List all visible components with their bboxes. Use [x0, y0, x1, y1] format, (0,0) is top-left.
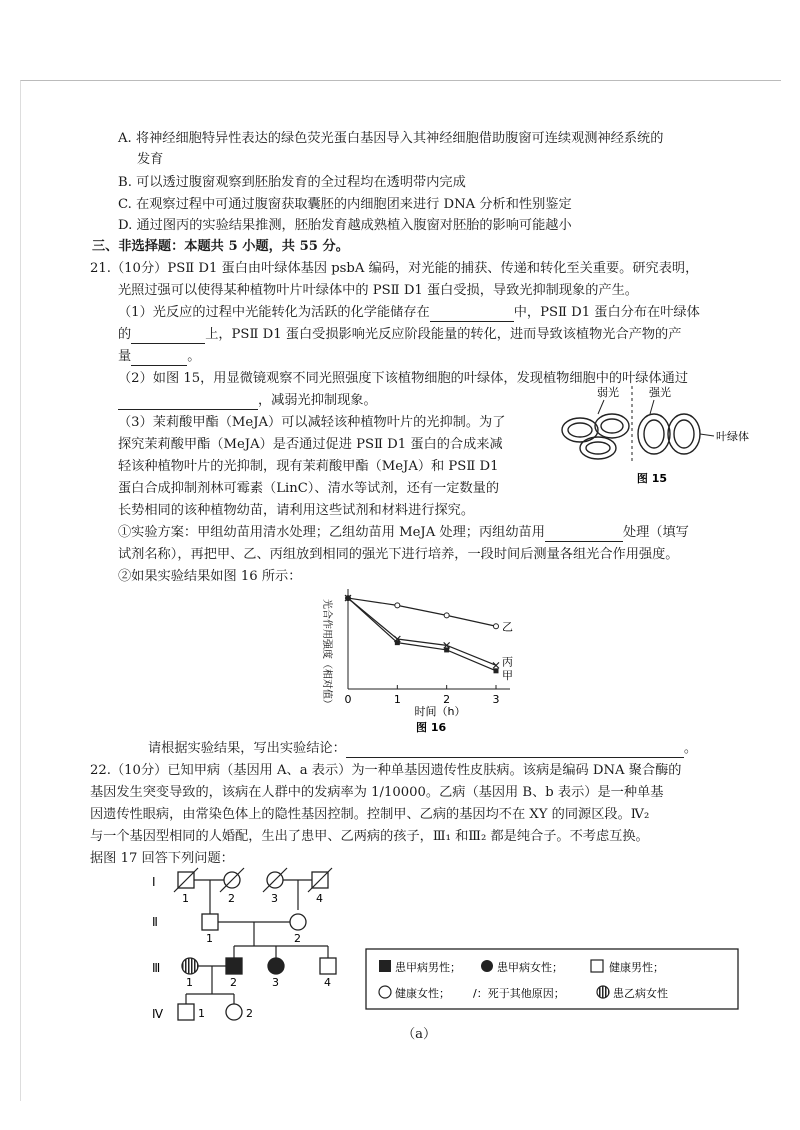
III3-num: 3: [272, 976, 279, 989]
option-d: D. 通过图丙的实验结果推测，胚胎发育越成熟植入腹窗对胚胎的影响可能越小: [118, 218, 572, 233]
data-point: [346, 596, 351, 601]
q21-part3-line5: 长势相同的该种植物幼苗，请利用这些试剂和材料进行探究。: [118, 503, 475, 518]
text: 的: [118, 327, 132, 342]
option-b: B. 可以透过腹窗观察到胚胎发育的全过程均在透明带内完成: [118, 175, 466, 190]
data-point: [494, 624, 499, 629]
weak-light-chloroplasts: [562, 414, 629, 459]
series-line-2: [348, 598, 496, 671]
text: 。: [187, 349, 201, 364]
data-point: [493, 662, 499, 668]
q22-line3: 因遗传性眼病，由常染色体上的隐性基因控制。控制甲、乙病的基因均不在 XY 的同源区段。Ⅳ₂: [90, 807, 650, 822]
II2-female: [290, 914, 306, 930]
I3-num: 3: [271, 892, 278, 905]
legend-dead: /：死于其他原因；: [473, 987, 565, 1000]
data-point: [494, 668, 499, 673]
answer-blank-4[interactable]: [118, 395, 258, 410]
III1-num: 1: [186, 976, 193, 989]
series-label: 乙: [502, 620, 513, 634]
q21-step1-line1: [118, 524, 689, 542]
q21-part1-line1: [118, 304, 700, 322]
strong-light-chloroplasts: [638, 414, 700, 454]
arrow-strong: [650, 400, 654, 414]
III2-male-disease-a: [226, 958, 242, 974]
x-tick-label: 3: [492, 693, 500, 706]
text: 处理（填写: [622, 525, 689, 540]
q21-conclusion: [148, 740, 697, 758]
answer-blank-5[interactable]: [545, 527, 623, 542]
text: ①实验方案：甲组幼苗用清水处理；乙组幼苗用 MeJA 处理；丙组幼苗用: [118, 525, 545, 540]
I2-num: 2: [228, 892, 235, 905]
pedigree-caption: （a）: [402, 1027, 437, 1042]
legend-a-male-swatch: [379, 960, 391, 972]
chloroplast-label: 叶绿体: [716, 430, 749, 443]
text: 中，PSⅡ D1 蛋白分布在叶绿体: [513, 305, 700, 320]
III2-num: 2: [230, 976, 237, 989]
option-a: A. 将神经细胞特异性表达的绿色荧光蛋白基因导入其神经细胞借助腹窗可连续观测神经系统的: [118, 131, 664, 146]
III4-male: [320, 958, 336, 974]
q21-step1-line2: 试剂名称），再把甲、乙、丙组放到相同的强光下进行培养，一段时间后测量各组光合作用强度。: [118, 547, 679, 562]
strong-light-label: 强光: [649, 386, 671, 399]
answer-blank-1[interactable]: [430, 307, 514, 322]
q22-line2: 基因发生突变导致的，该病在人群中的发病率为 1/10000。乙病（基因用 B、b 表示）是一种单基: [90, 785, 664, 800]
figure-16-chart: [300, 585, 540, 735]
text: 上，PSⅡ D1 蛋白受损影响光反应阶段能量的转化，进而导致该植物光合产物的产: [205, 327, 682, 342]
x-tick-label: 2: [443, 693, 451, 706]
IV1-num: 1: [198, 1007, 205, 1020]
arrow-weak: [598, 400, 604, 414]
II1-male: [202, 914, 218, 930]
x-tick-label: 1: [393, 693, 401, 706]
gen-2-label: Ⅱ: [152, 915, 158, 929]
I1-num: 1: [182, 892, 189, 905]
III4-num: 4: [324, 976, 331, 989]
legend-healthy-male: 健康男性；: [609, 961, 664, 974]
y-axis-label-line1: 光合作用强度（相对值）: [321, 599, 332, 709]
series-line-1: [348, 598, 496, 665]
q21-part3-line2: 探究茉莉酸甲酯（MeJA）是否通过促进 PSⅡ D1 蛋白的合成来减: [118, 437, 503, 452]
series-line-0: [348, 598, 496, 626]
legend-healthy-female-swatch: [379, 986, 391, 998]
q22-line4: 与一个基因型相同的人婚配，生出了患甲、乙两病的孩子，Ⅲ₁ 和Ⅲ₂ 都是纯合子。不考虑互换。: [90, 829, 649, 844]
q21-step2: ②如果实验结果如图 16 所示：: [118, 569, 302, 584]
q21-line2: 光照过强可以使得某种植物叶片叶绿体中的 PSⅡ D1 蛋白受损，导致光抑制现象的产生。: [118, 283, 638, 298]
q21-line1: 21.（10分）PSⅡ D1 蛋白由叶绿体基因 psbA 编码，对光能的捕获、传递和转化至关重要。研究表明，: [90, 261, 699, 276]
data-point: [395, 640, 400, 645]
text: ，减弱光抑制现象。: [258, 393, 377, 408]
data-point: [444, 613, 449, 618]
IV2-num: 2: [246, 1007, 253, 1020]
q21-part2-line2: [118, 392, 377, 410]
II2-num: 2: [294, 932, 301, 945]
pedigree-chart: [140, 862, 380, 1028]
q21-part3-line1: （3）茉莉酸甲酯（MeJA）可以减轻该种植物叶片的光抑制。为了: [118, 415, 506, 430]
option-a-cont: 发育: [137, 152, 164, 167]
q21-part3-line4: 蛋白合成抑制剂林可霉素（LinC）、清水等试剂，还有一定数量的: [118, 481, 500, 496]
text: （1）光反应的过程中光能转化为活跃的化学能储存在: [118, 305, 430, 320]
q22-line1: 22.（10分）已知甲病（基因用 A、a 表示）为一种单基因遗传性皮肤病。该病是编码 DNA 聚合酶的: [90, 763, 682, 778]
legend-a-female: 患甲病女性；: [497, 961, 563, 974]
legend-healthy-male-swatch: [591, 960, 603, 972]
data-point: [395, 603, 400, 608]
legend-a-female-swatch: [481, 960, 493, 972]
figure-15: [558, 382, 758, 488]
weak-light-label: 弱光: [597, 386, 619, 399]
x-tick-label: 0: [344, 693, 352, 706]
answer-blank-3[interactable]: [131, 351, 187, 366]
legend-healthy-female: 健康女性；: [395, 987, 450, 1000]
answer-blank-2[interactable]: [131, 329, 205, 344]
gen-3-label: Ⅲ: [152, 961, 161, 975]
chart-title: 图 16: [416, 721, 447, 734]
IV2-female: [226, 1004, 242, 1020]
text: 。: [683, 741, 697, 756]
x-axis-label: 时间（h）: [414, 705, 466, 718]
q21-part2-line1: （2）如图 15，用显微镜观察不同光照强度下该植物细胞的叶绿体，发现植物细胞中的叶绿体通过: [118, 371, 689, 386]
series-label: 甲: [502, 668, 513, 682]
chloroplast-pointer: [700, 434, 714, 436]
legend-a-male: 患甲病男性；: [395, 961, 461, 974]
series-label: 丙: [502, 655, 513, 669]
legend-frame: [366, 949, 738, 1009]
II1-num: 1: [206, 932, 213, 945]
q21-part3-line3: 轻该种植物叶片的光抑制，现有茉莉酸甲酯（MeJA）和 PSⅡ D1: [118, 459, 499, 474]
figure-15-caption: 图 15: [636, 472, 668, 485]
I4-num: 4: [316, 892, 323, 905]
q21-part1-line3: [118, 348, 200, 366]
text: 请根据实验结果，写出实验结论：: [148, 741, 346, 756]
q21-part1-line2: [118, 326, 681, 344]
answer-blank-6[interactable]: [346, 743, 684, 758]
gen-1-label: Ⅰ: [152, 875, 156, 889]
III3-female-disease-a: [268, 958, 284, 974]
section-title: 三、非选择题：本题共 5 小题，共 55 分。: [92, 239, 349, 254]
data-point: [444, 647, 449, 652]
gen-4-label: Ⅳ: [152, 1007, 164, 1021]
III1-female-disease-b: [182, 958, 198, 974]
IV1-male: [178, 1004, 194, 1020]
legend-b-female-swatch: [597, 986, 609, 998]
legend-b-female: 患乙病女性: [613, 987, 668, 1000]
q22-line5: 据图 17 回答下列问题：: [90, 851, 234, 866]
option-c: C. 在观察过程中可通过腹窗获取囊胚的内细胞团来进行 DNA 分析和性别鉴定: [118, 197, 572, 212]
pedigree-legend: [365, 948, 741, 1012]
text: 量: [118, 349, 132, 364]
